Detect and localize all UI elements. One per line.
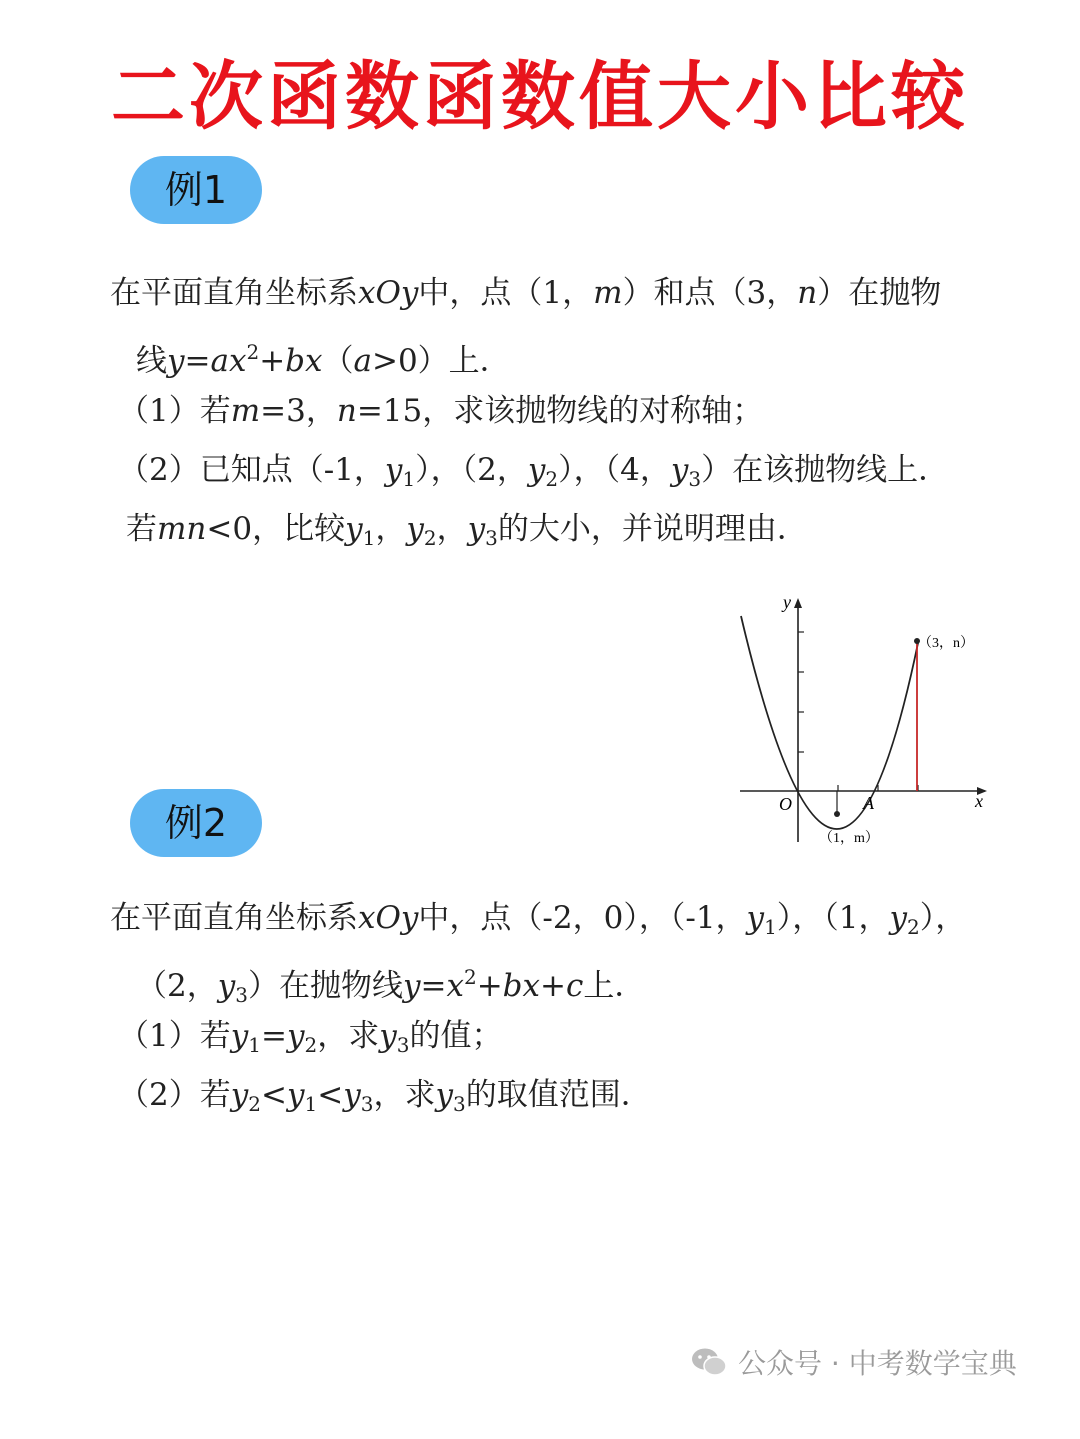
origin-label: O — [779, 794, 792, 814]
parabola-curve — [741, 616, 918, 829]
example-1-question-1: （1）若m=3，n=15，求该抛物线的对称轴； — [118, 393, 764, 429]
example-1-question-2: （2）已知点（-1，$y_1$），（2，$y_2$），（4，$y_3$）在该抛物线上． — [118, 452, 950, 491]
x-axis-label: x — [975, 791, 983, 811]
example-1-line-1: 在平面直角坐标系xOy中，点（1，m）和点（3，n）在抛物 — [110, 275, 942, 311]
example-1-question-2-line-2: 若mn<0，比较$y_1$，$y_2$，$y_3$的大小，并说明理由． — [126, 511, 808, 550]
parabola-diagram — [735, 588, 995, 850]
y-axis-arrow — [794, 598, 802, 608]
point-3-n-label: （3，n） — [918, 636, 974, 651]
example-2-badge: 例2 — [130, 789, 262, 857]
watermark-text: 公众号 · 中考数学宝典 — [738, 1347, 1017, 1380]
example-2-question-1: （1）若$y_1=y_2$，求$y_3$的值； — [118, 1018, 503, 1057]
y-axis-label: y — [783, 592, 791, 612]
point-1-m-label: （1，m） — [819, 831, 879, 846]
example-2-line-1: 在平面直角坐标系xOy中，点（-2，0），（-1，$y_1$），（1，$y_2$）， — [110, 900, 967, 939]
example-2-line-2: （2，$y_3$）在抛物线$y=x^2+bx+c$上． — [136, 965, 646, 1007]
page-title: 二次函数函数值大小比较 — [111, 54, 969, 140]
point-a-label: A — [863, 793, 874, 813]
watermark — [690, 1342, 1017, 1382]
example-2-question-2: （2）若$y_2<y_1<y_3$，求$y_3$的取值范围． — [118, 1077, 652, 1116]
parabola-figure — [735, 588, 995, 850]
point-1-m — [834, 811, 840, 817]
example-1-line-2: 线$y=ax^2+bx(a>0)$上． — [136, 340, 511, 379]
wechat-icon — [690, 1346, 728, 1378]
example-1-badge: 例1 — [130, 156, 262, 224]
